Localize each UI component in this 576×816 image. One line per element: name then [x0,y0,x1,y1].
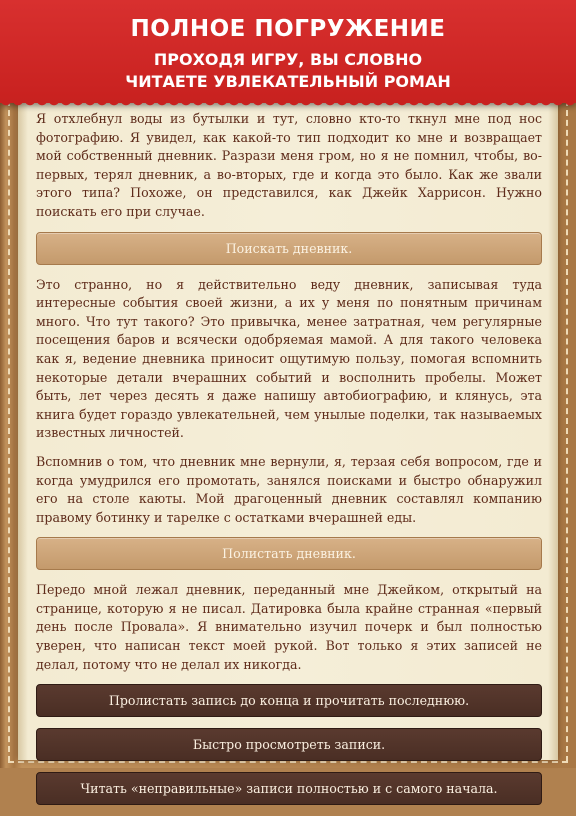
story-paragraph-4: Передо мной лежал дневник, переданный мне Джейком, открытый на странице, которую я не писал. Датировка была крайне странная «первый день после Провала». Я внимательно изучил почерк и был полностью уверен, что написан текст моей рукой. Вот только я этих записей не делал, потому что не делал их никогда. [36,582,542,672]
option-skim-entries-button[interactable]: Быстро просмотреть записи. [36,728,542,761]
banner-subtitle-line-2: ЧИТАЕТЕ УВЛЕКАТЕЛЬНЫЙ РОМАН [125,72,451,91]
banner-subtitle-line-1: ПРОХОДЯ ИГРУ, ВЫ СЛОВНО [153,50,423,69]
chosen-choice-search-diary[interactable]: Поискать дневник. [36,232,542,265]
book-page [18,96,558,797]
banner-scalloped-edge [0,100,576,108]
option-read-wrong-entries-button[interactable]: Читать «неправильные» записи полностью и с самого начала. [36,772,542,805]
story-content [36,110,542,816]
option-read-last-entry-button[interactable]: Пролистать запись до конца и прочитать последнюю. [36,684,542,717]
story-paragraph-3: Вспомнив о том, что дневник мне вернули, я, терзая себя вопросом, где и когда умудрился его промотать, занялся поисками и быстро обнаружил его на столе каюты. Мой драгоценный дневник составлял компанию правому ботинку и тарелке с остатками вчерашней еды. [36,453,542,525]
promo-banner [0,0,576,103]
right-stitching [566,100,568,762]
left-stitching [8,100,10,762]
story-paragraph-2: Это странно, но я действительно веду дневник, записывая туда интересные события своей жизни, а их у меня по понятным причинам много. Что тут такого? Это привычка, менее затратная, чем регулярные посещения баров и всячески одобряемая мамой. А для такого человека как я, ведение дневника приносит ощутимую пользу, помогая вспомнить некоторые детали вчерашних событий и восполнить пробелы. Может быть, лет через десять я даже напишу автобиографию, и клянусь, эта книга будет гораздо увлекательней, чем унылые поделки, так называемых известных личностей. [36,276,542,441]
chosen-choice-browse-diary[interactable]: Полистать дневник. [36,537,542,570]
story-paragraph-1: Я отхлебнул воды из бутылки и тут, словно кто-то ткнул мне под нос фотографию. Я увидел, как какой-то тип подходит ко мне и возвращает мой собственный дневник. Разрази меня гром, но я не помнил, чтобы, во-первых, терял дневник, а во-вторых, где и когда это было. Как же звали этого типа? Похоже, он представился, как Джейк Харрисон. Нужно поискать его при случае. [36,111,542,219]
banner-title: ПОЛНОЕ ПОГРУЖЕНИЕ [130,16,446,42]
